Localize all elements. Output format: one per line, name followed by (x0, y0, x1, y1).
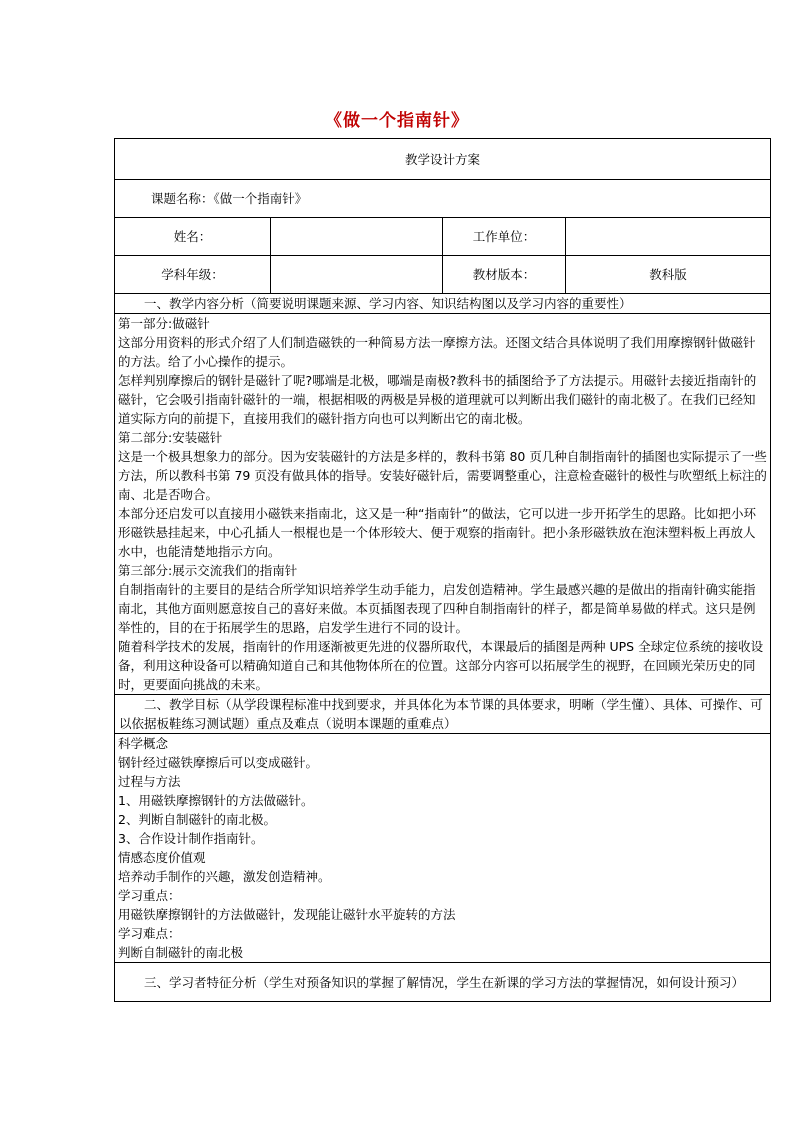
work-unit-value-cell[interactable] (566, 218, 771, 256)
grade-value-cell[interactable] (271, 256, 443, 294)
section2-line: 科学概念 (118, 736, 169, 751)
textbook-version-value: 教科版 (566, 256, 771, 294)
section2-line: 2、判断自制磁针的南北极。 (118, 812, 276, 827)
section3-title: 三、学习者特征分析（学生对预备知识的掌握了解情况，学生在新课的学习方法的掌握情况，如何设计预习） (115, 963, 771, 1002)
section1-line: 随着科学技术的发展，指南针的作用逐渐被更先进的仪器所取代，本课最后的插图是两种 UPS 全球定位系统的接收设备，利用这种设备可以精确知道自己和其他物体所在的位置。这部分内容可以拓展学生的视野，在回顾光荣历史的同时，更要面向挑战的未来。 (118, 639, 764, 692)
section1-title: 一、教学内容分析（简要说明课题来源、学习内容、知识结构图以及学习内容的重要性） (115, 294, 771, 314)
section1-line: 第一部分:做磁针 (118, 316, 210, 331)
section2-line: 3、合作设计制作指南针。 (118, 831, 264, 846)
section2-line: 用磁铁摩擦钢针的方法做磁针，发现能让磁针水平旋转的方法 (118, 907, 456, 922)
section1-content (115, 314, 771, 695)
textbook-version-label: 教材版本： (443, 256, 566, 294)
section2-line: 情感态度价值观 (118, 850, 206, 865)
section2-line: 判断自制磁针的南北极 (118, 945, 244, 960)
section2-line: 学习重点： (118, 888, 181, 903)
grade-label: 学科年级： (115, 256, 271, 294)
section2-line: 1、用磁铁摩擦钢针的方法做磁针。 (118, 793, 314, 808)
section2-line: 钢针经过磁铁摩擦后可以变成磁针。 (118, 755, 319, 770)
work-unit-label: 工作单位： (443, 218, 566, 256)
section1-line: 本部分还启发可以直接用小磁铁来指南北，这又是一种“指南针”的做法，它可以进一步开拓学生的思路。比如把小环形磁铁悬挂起来，中心孔插人一根棍也是一个体形较大、便于观察的指南针。把小条形磁铁放在泡沫塑料板上再放人水中，也能清楚地指示方向。 (118, 506, 756, 559)
section2-line: 过程与方法 (118, 774, 181, 789)
section2-title: 二、教学目标（从学段课程标准中找到要求，并具体化为本节课的具体要求，明晰（学生懂）、具体、可操作、可以依据板鞋练习测试题）重点及难点（说明本课题的重难点） (115, 695, 771, 734)
document-title: 《做一个指南针》 (325, 111, 469, 131)
topic-name: 课题名称：《做一个指南针》 (115, 180, 771, 218)
lesson-plan-table (114, 138, 771, 1002)
section1-line: 第三部分:展示交流我们的指南针 (118, 563, 298, 578)
section1-line: 这是一个极具想象力的部分。因为安装磁针的方法是多样的，教科书第 80 页几种自制指南针的插图也实际提示了一些方法，所以教科书第 79 页没有做具体的指导。安装好磁针后，需要调整重心，注意检查磁针的极性与吹塑纸上标注的南、北是否吻合。 (118, 449, 767, 502)
table-header: 教学设计方案 (115, 139, 771, 180)
section1-line: 怎样判别摩擦后的钢针是磁针了呢?哪端是北极，哪端是南极?教科书的插图给予了方法提示。用磁针去接近指南针的磁针，它会吸引指南针磁针的一端，根据相吸的两极是异极的道理就可以判断出我们磁针的南北极了。在我们已经知道实际方向的前提下，直接用我们的磁针指方向也可以判断出它的南北极。 (118, 373, 757, 426)
section1-line: 这部分用资料的形式介绍了人们制造磁铁的一种简易方法一摩擦方法。还图文结合具体说明了我们用摩擦钢针做磁针的方法。给了小心操作的提示。 (118, 335, 756, 369)
section2-content (115, 734, 771, 963)
section1-line: 第二部分:安装磁针 (118, 430, 223, 445)
name-label: 姓名： (115, 218, 271, 256)
section2-line: 学习难点： (118, 926, 181, 941)
section2-line: 培养动手制作的兴趣，激发创造精神。 (118, 869, 331, 884)
section1-line: 自制指南针的主要目的是结合所学知识培养学生动手能力，启发创造精神。学生最感兴趣的是做出的指南针确实能指南北，其他方面则愿意按自己的喜好来做。本页插图表现了四种自制指南针的样子，都是简单易做的样式。这只是例举性的，目的在于拓展学生的思路，启发学生进行不同的设计。 (118, 582, 756, 635)
name-value-cell[interactable] (271, 218, 443, 256)
